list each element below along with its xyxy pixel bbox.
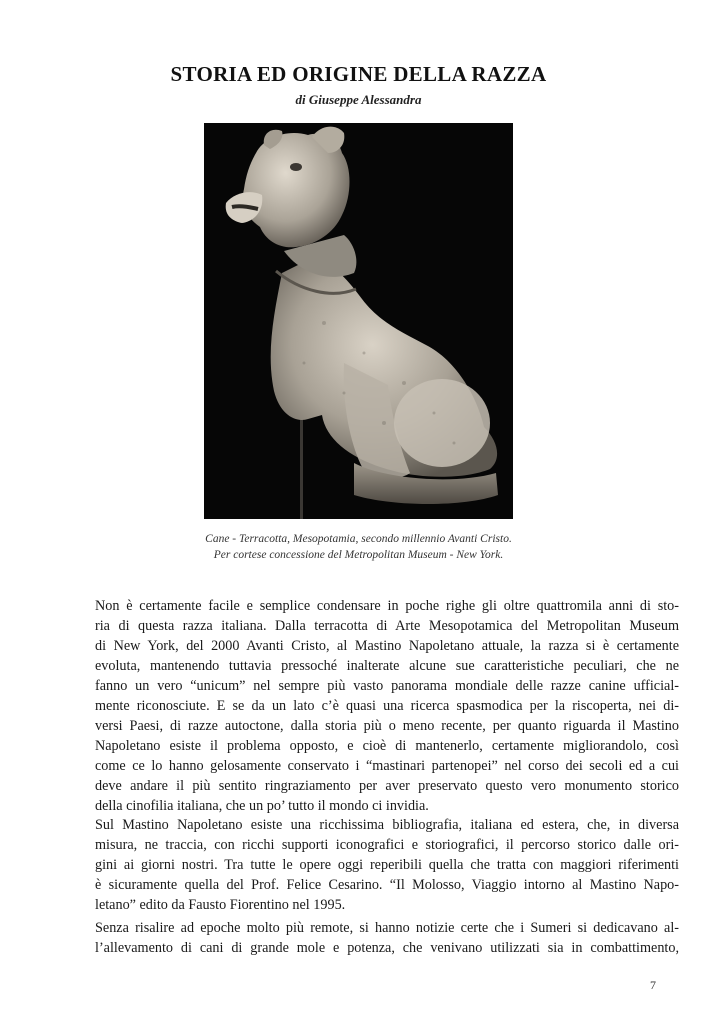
page-number: 7 <box>650 978 656 992</box>
text-line: della cinofilia italiana, che un po’ tutto il mondo ci invidia. <box>95 798 429 814</box>
text-line: versi Paesi, di razze autoctone, dalla storia più o meno recente, per quanto riguarda il Mastino <box>95 718 679 734</box>
paragraph-3 <box>95 918 679 958</box>
text-line: Non è certamente facile e semplice condensare in poche righe gli oltre quattromila anni di sto- <box>95 598 679 614</box>
text-line: letano” edito da Fausto Fiorentino nel 1995. <box>95 897 346 913</box>
text-line: mente riconosciute. E se da un lato c’è quasi una ricerca spasmodica per la riscoperta, nei di- <box>95 698 679 714</box>
text-line: gini ai giorni nostri. Tra tutte le opere oggi reperibili quella che tratta con maggiori riferimenti <box>95 857 679 873</box>
text-line: evoluta, mantenendo tuttavia pressoché inalterate alcune sue caratteristiche peculiari, che ne <box>95 658 679 674</box>
text-line: l’allevamento di cani di grande mole e potenza, che venivano utilizzati sia in combattimento, <box>95 940 679 956</box>
text-line: è sicuramente quella del Prof. Felice Cesarino. “Il Molosso, Viaggio intorno al Mastino Napo- <box>95 877 679 893</box>
text-line: di New York, del 2000 Avanti Cristo, al Mastino Napoletano attuale, la razza si è certamente <box>95 638 679 654</box>
figure-caption-line-2: Per cortese concessione del Metropolitan Museum - New York. <box>213 549 504 561</box>
text-line: come ce lo hanno gelosamente conservato i “mastinari partenopei” nel corso dei secoli ed a cui <box>95 758 679 774</box>
text-line: misura, ne traccia, con ricchi supporti iconografici e storiografici, il percorso storico dalle ori- <box>95 837 679 853</box>
text-line: deve andare il più sentito ringraziamento per aver preservato questo vero monumento storico <box>95 778 679 794</box>
page-title: STORIA ED ORIGINE DELLA RAZZA <box>170 62 547 86</box>
text-line: Napoletano esiste il problema opposto, e cioè di mantenerlo, certamente migliorandolo, così <box>95 738 679 754</box>
text-line: Senza risalire ad epoche molto più remote, si hanno notizie certe che i Sumeri si dedicavano al- <box>95 920 679 936</box>
figure-caption-line-1: Cane - Terracotta, Mesopotamia, secondo millennio Avanti Cristo. <box>205 533 512 545</box>
author-byline: di Giuseppe Alessandra <box>295 92 422 107</box>
paragraph-2 <box>95 815 679 915</box>
paragraph-1 <box>95 596 679 816</box>
text-line: ria di questa razza italiana. Dalla terracotta di Arte Mesopotamica del Metropolitan Museum <box>95 618 679 634</box>
text-line: fanno un vero “unicum” nel sempre più vasto panorama mondiale delle razze canine ufficial- <box>95 678 679 694</box>
terracotta-dog-photo <box>204 123 513 519</box>
text-line: Sul Mastino Napoletano esiste una ricchissima bibliografia, italiana ed estera, che, in diversa <box>95 817 679 833</box>
